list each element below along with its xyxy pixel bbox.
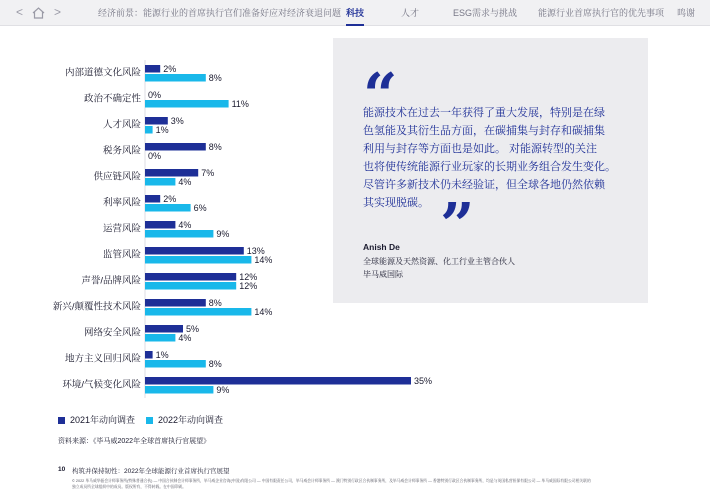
bar-2022 (145, 256, 251, 264)
bar-2021 (145, 169, 198, 177)
quote-line: 其实现脱碳。 (363, 197, 429, 209)
tab-technology[interactable]: 科技 (346, 0, 364, 26)
category-label: 运营风险 (102, 223, 141, 235)
quote-line: 能源技术在过去一年获得了重大发展，特别是在绿 (363, 107, 605, 119)
bar-2021 (145, 325, 183, 333)
value-label-2022: 9% (216, 385, 230, 395)
tab-ceo-priorities[interactable]: 能源行业首席执行官的优先事项 (538, 8, 665, 18)
bar-2022 (145, 100, 229, 108)
source-note: 资料来源：《毕马威2022年全球首席执行官展望》 (58, 438, 211, 445)
footer-title: 构筑并保持韧性：2022年全球能源行业首席执行官展望 (72, 468, 230, 475)
category-label: 政治不确定性 (83, 93, 141, 105)
value-label-2021: 8% (208, 298, 222, 308)
bar-2021 (145, 299, 206, 307)
category-label: 供应链风险 (93, 171, 141, 183)
quote-close-icon: ” (440, 191, 475, 261)
bar-2022 (145, 126, 153, 134)
value-label-2021: 2% (163, 194, 177, 204)
category-label: 环境/气候变化风险 (62, 379, 141, 391)
quote-line: 也将使传统能源行业玩家的长期业务组合发生变化。 (363, 161, 616, 173)
bar-2022 (145, 74, 206, 82)
value-label-2022: 9% (216, 229, 230, 239)
bar-2021 (145, 195, 160, 203)
quote-panel (333, 38, 648, 303)
category-label: 人才风险 (102, 119, 141, 131)
tab-talent[interactable]: 人才 (401, 8, 420, 18)
forward-arrow-icon[interactable]: > (54, 5, 62, 19)
value-label-2022: 4% (178, 177, 192, 187)
bar-2021 (145, 221, 175, 229)
bar-2021 (145, 247, 244, 255)
bar-2021 (145, 143, 206, 151)
bar-2021 (145, 351, 153, 359)
bar-2022 (145, 360, 206, 368)
value-label-2022: 8% (208, 73, 222, 83)
page-number: 10 (58, 466, 66, 473)
bar-2022 (145, 334, 175, 342)
value-label-2021: 35% (414, 376, 433, 386)
legend-item-2021 (58, 413, 135, 426)
value-label-2021: 4% (178, 220, 192, 230)
value-label-2022: 11% (231, 99, 249, 109)
value-label-2021: 5% (186, 324, 200, 334)
quote-author-name: Anish De (363, 242, 400, 252)
bar-2021 (145, 65, 160, 73)
back-arrow-icon[interactable]: < (16, 5, 24, 19)
quote-author-org: 毕马威国际 (363, 270, 403, 279)
top-navigation-bar (0, 0, 710, 26)
value-label-2021: 7% (201, 168, 215, 178)
value-label-2022: 0% (148, 151, 162, 161)
bar-2022 (145, 230, 213, 238)
bar-2022 (145, 282, 236, 290)
bar-2021 (145, 117, 168, 125)
tab-esg[interactable]: ESG需求与挑战 (453, 8, 518, 18)
value-label-2022: 8% (208, 359, 222, 369)
tab-acknowledgements[interactable]: 鸣谢 (677, 8, 696, 18)
legend-label-2022: 2022年动向调查 (158, 415, 224, 425)
category-label: 利率风险 (102, 197, 141, 209)
value-label-2022: 14% (254, 307, 273, 317)
legend-label-2021: 2021年动向调查 (70, 415, 136, 425)
value-label-2021: 2% (163, 64, 177, 74)
footer-disclaimer (72, 478, 672, 490)
legend-swatch-2022 (146, 417, 153, 424)
bar-2022 (145, 386, 213, 394)
tab-economic-outlook[interactable]: 经济前景：能源行业的首席执行官们准备好应对经济衰退问题 (98, 8, 342, 18)
home-icon[interactable] (32, 7, 45, 19)
bar-2021 (145, 273, 236, 281)
category-label: 声誉/品牌风险 (81, 275, 141, 287)
disclaimer-line: © 2022 毕马威华振会计师事务所(特殊普通合伙) — 中国合伙制会计师事务所，毕马威企业咨询(中国)有限公司 — 中国有限责任公司，毕马威会计师事务所 — 澳门特别行政区合伙制事务所，及毕马威会计师事务所 — 香港特别行政区合伙制事务所，均是与英国私营担保有限公司 — 毕马威国际有限公司相关联的 (72, 479, 591, 483)
quote-open-icon: “ (363, 61, 398, 131)
legend-swatch-2021 (58, 417, 65, 424)
value-label-2021: 3% (170, 116, 184, 126)
value-label-2022: 12% (239, 281, 258, 291)
category-label: 地方主义回归风险 (64, 353, 141, 365)
category-label: 税务风险 (102, 145, 141, 157)
value-label-2022: 1% (155, 125, 169, 135)
value-label-2022: 6% (193, 203, 207, 213)
quote-author-role: 全球能源及天然资源、化工行业主管合伙人 (363, 257, 515, 266)
quote-text (363, 104, 645, 212)
bar-2022 (145, 178, 175, 186)
value-label-2021: 1% (155, 350, 169, 360)
category-label: 新兴/颠覆性技术风险 (52, 301, 141, 313)
bar-2022 (145, 204, 191, 212)
value-label-2022: 4% (178, 333, 192, 343)
quote-line: 尽管许多新技术仍未经验证，但全球各地仍然依赖 (363, 179, 605, 191)
category-label: 内部道德文化风险 (64, 67, 141, 79)
quote-line: 利用与封存等方面也是如此。 对能源转型的关注 (363, 143, 598, 155)
quote-line: 色氢能及其衍生品方面，在碳捕集与封存和碳捕集 (363, 125, 605, 137)
category-label: 监管风险 (102, 249, 141, 261)
bar-2022 (145, 308, 251, 316)
category-label: 网络安全风险 (83, 327, 141, 339)
value-label-2021: 13% (246, 246, 265, 256)
bar-2021 (145, 377, 411, 385)
value-label-2021: 12% (239, 272, 258, 282)
legend-item-2022 (146, 413, 223, 426)
value-label-2022: 14% (254, 255, 273, 265)
value-label-2021: 8% (208, 142, 222, 152)
value-label-2021: 0% (148, 90, 162, 100)
disclaimer-line: 独立成员所全球组织中的成员。版权所有，不得转载。在中国印刷。 (72, 485, 186, 489)
